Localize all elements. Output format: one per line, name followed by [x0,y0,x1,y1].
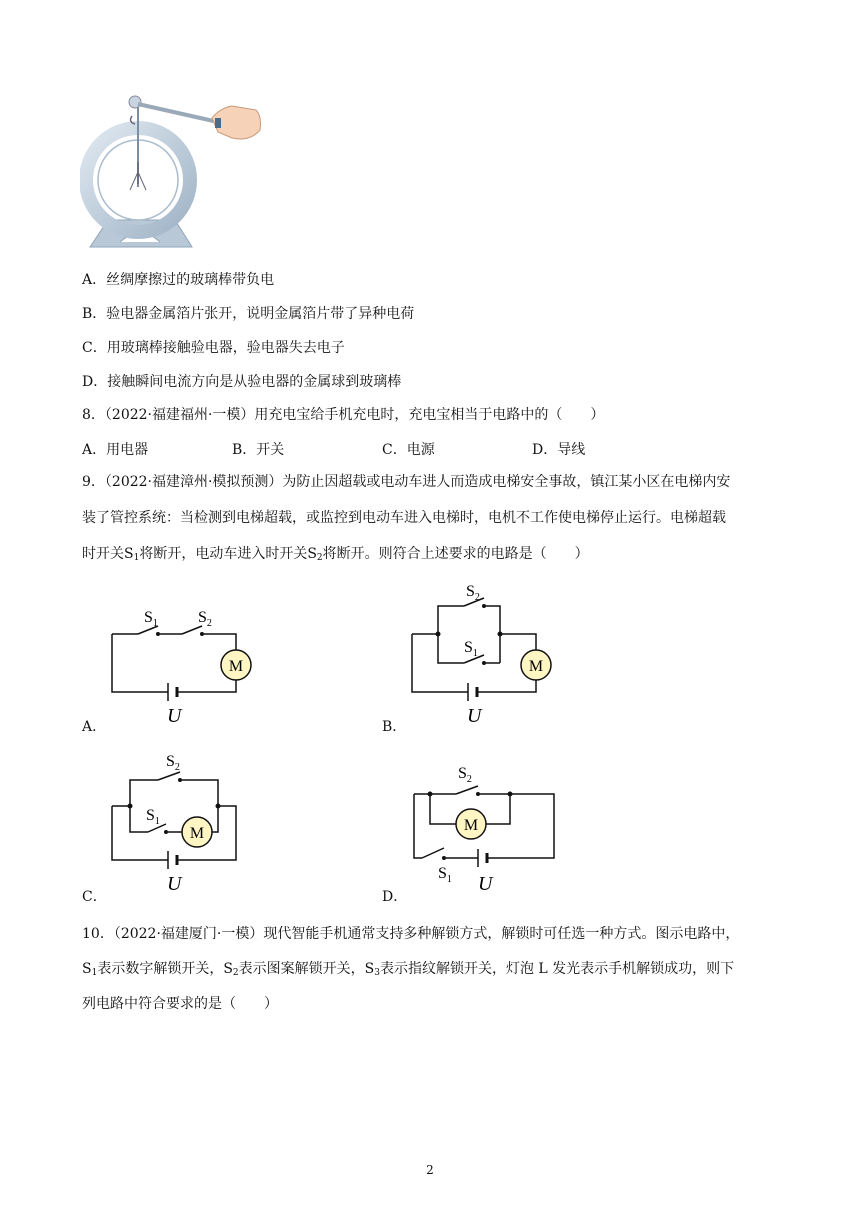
voltage-label: U [167,705,182,727]
q10-stem-line1: 10．（2022·福建厦门·一模）现代智能手机通常支持多种解锁方式，解锁时可任选一种方式。图示电路中， [82,926,740,942]
q8-option-a: A．用电器 [82,442,149,458]
page-number: 2 [426,1163,434,1177]
q7-option-d: D．接触瞬间电流方向是从验电器的金属球到玻璃棒 [82,374,402,390]
voltage-label: U [478,873,493,895]
switch-s2-label: $S_2$ [466,583,480,603]
circuit-diagram-d [408,760,568,900]
q8-option-b: B．开关 [232,442,285,458]
switch-s1-label: $S_1$ [144,609,158,629]
circuit-diagram-c [108,748,258,898]
motor-label: M [228,658,244,675]
switch-s1-label: $S_1$ [146,807,160,827]
switch-s2-label: $S_2$ [166,753,180,773]
voltage-label: U [467,705,482,727]
q8-stem: 8．（2022·福建福州·一模）用充电宝给手机充电时，充电宝相当于电路中的（ ） [82,407,605,423]
circuit-diagram-a [108,600,258,728]
q8-option-c: C．电源 [382,442,435,458]
q9-stem-line3: 时开关$S_1$将断开，电动车进入时开关$S_2$将断开。则符合上述要求的电路是（ ） [82,546,589,563]
circuit-a-label: A． [82,719,107,735]
switch-s2-label: $S_2$ [198,609,212,629]
motor-label: M [189,825,205,842]
switch-s1-label: $S_1$ [464,639,478,659]
q8-option-d: D．导线 [532,442,586,458]
switch-s2-label: $S_2$ [458,765,472,785]
q7-option-c: C．用玻璃棒接触验电器，验电器失去电子 [82,340,345,356]
circuit-d-label: D． [382,889,408,905]
q7-option-b: B．验电器金属箔片张开，说明金属箔片带了异种电荷 [82,306,415,322]
q7-option-a: A．丝绸摩擦过的玻璃棒带负电 [82,272,275,288]
circuit-b-label: B． [382,719,407,735]
q10-stem-line2: $S_1$表示数字解锁开关，$S_2$表示图案解锁开关，$S_3$表示指纹解锁开关，灯泡 L 发光表示手机解锁成功，则下 [82,961,735,978]
motor-label: M [463,817,479,834]
q9-stem-line2: 装了管控系统：当检测到电梯超载，或监控到电动车进入电梯时，电机不工作使电梯停止运行。电梯超载 [82,510,726,526]
q9-stem-line1: 9．（2022·福建漳州·模拟预测）为防止因超载或电动车进人而造成电梯安全事故，镇江某小区在电梯内安 [82,474,731,490]
electroscope-illustration [80,92,270,252]
voltage-label: U [167,873,182,895]
q8-options [82,439,782,459]
switch-s1-label: $S_1$ [438,865,452,885]
circuit-diagram-b [408,578,568,728]
motor-label: M [528,658,544,675]
circuit-c-label: C． [82,889,107,905]
q10-stem-line3: 列电路中符合要求的是（ ） [82,996,278,1012]
